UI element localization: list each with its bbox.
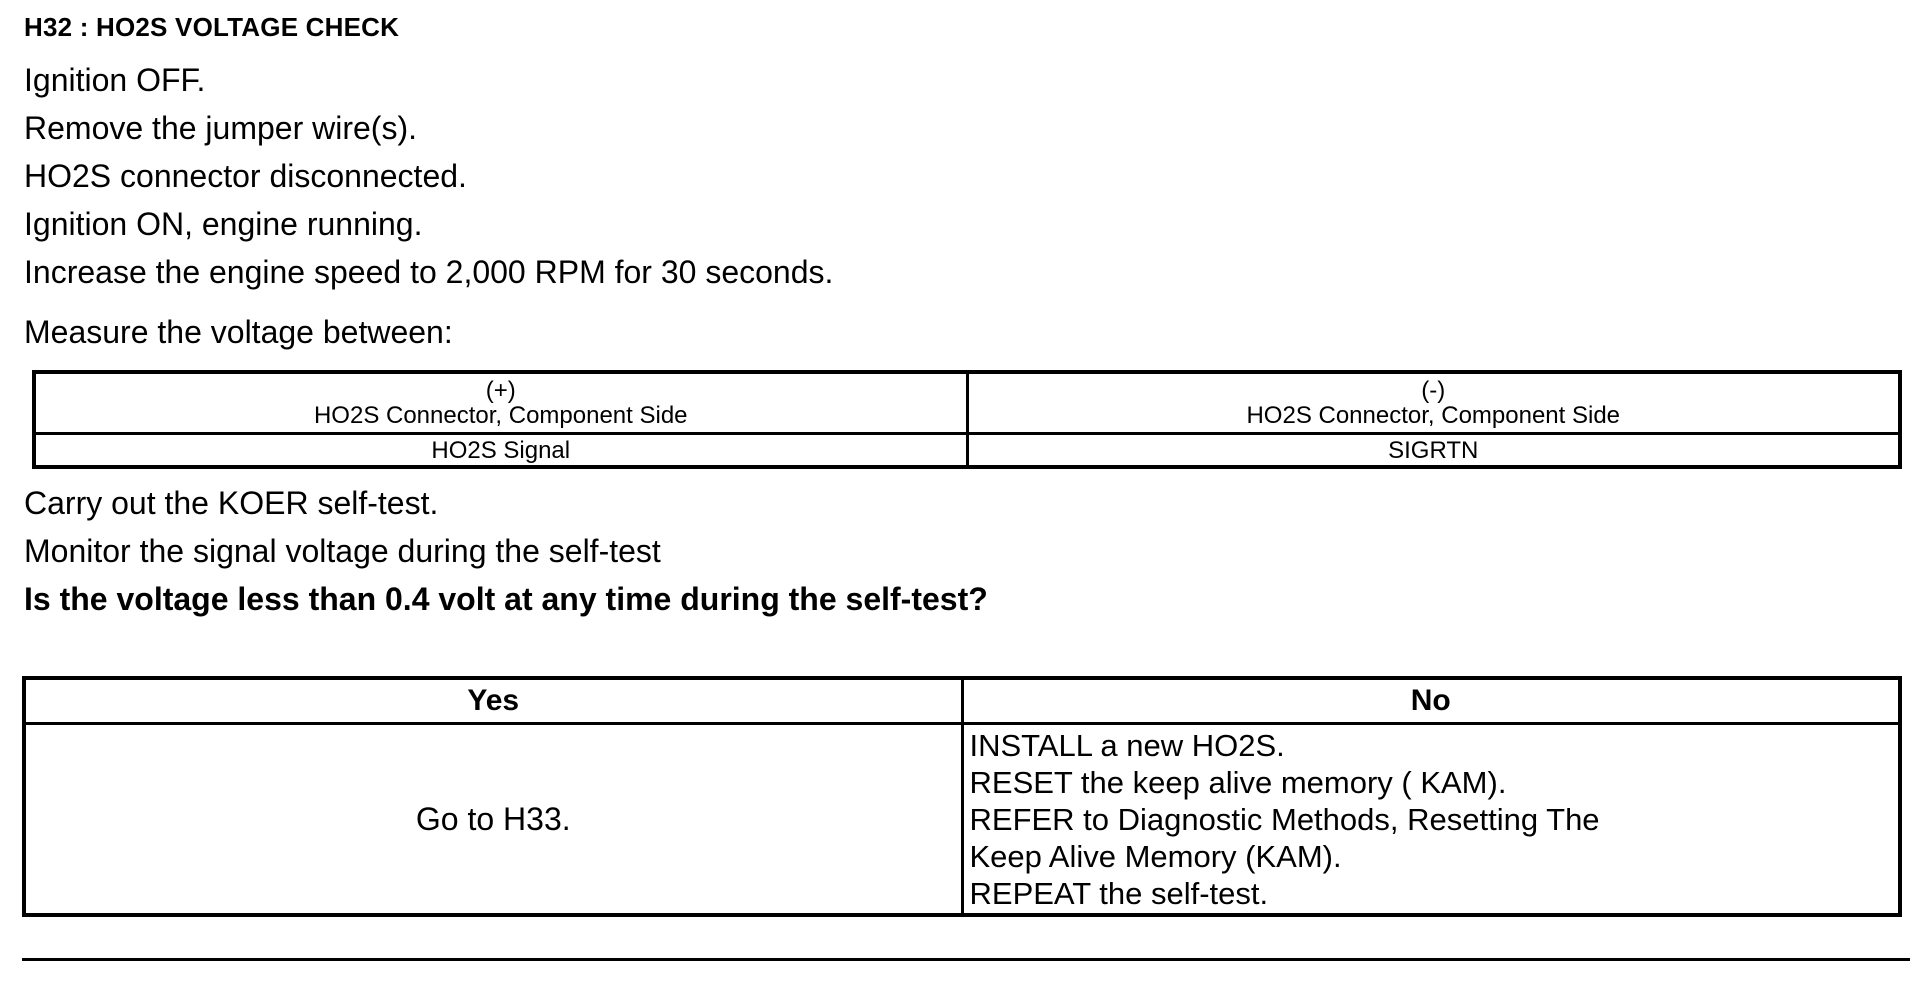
no-action-install: INSTALL a new HO2S. (969, 728, 1285, 763)
positive-header-cell (34, 372, 967, 434)
positive-header: HO2S Connector, Component Side (313, 402, 688, 429)
step-increase-rpm: Increase the engine speed to 2,000 RPM for 30 seconds. (24, 254, 834, 290)
measurement-table (32, 370, 1902, 469)
negative-sign: (-) (1421, 377, 1446, 404)
no-action-refer: REFER to Diagnostic Methods, Resetting The (969, 802, 1600, 837)
step-koer-self-test: Carry out the KOER self-test. (24, 485, 439, 521)
bottom-divider (22, 958, 1910, 961)
positive-value: HO2S Signal (34, 434, 967, 468)
no-action-repeat: REPEAT the self-test. (969, 876, 1269, 911)
negative-value: SIGRTN (967, 434, 1900, 468)
positive-sign: (+) (485, 377, 516, 404)
step-remove-jumper: Remove the jumper wire(s). (24, 110, 417, 146)
yes-header: Yes (24, 678, 962, 724)
step-monitor-voltage: Monitor the signal voltage during the self-test (24, 533, 661, 569)
negative-header-cell (967, 372, 1900, 434)
result-table (22, 676, 1902, 917)
yes-action: Go to H33. (24, 724, 962, 916)
step-ignition-on: Ignition ON, engine running. (24, 206, 423, 242)
negative-header: HO2S Connector, Component Side (1246, 402, 1621, 429)
no-action-refer-cont: Keep Alive Memory (KAM). (969, 839, 1342, 874)
question-text: Is the voltage less than 0.4 volt at any time during the self-test? (24, 581, 988, 617)
step-measure-voltage: Measure the voltage between: (24, 314, 453, 350)
page-title: H32 : HO2S VOLTAGE CHECK (24, 12, 400, 42)
step-ignition-off: Ignition OFF. (24, 62, 206, 98)
step-connector-disconnected: HO2S connector disconnected. (24, 158, 467, 194)
no-actions-cell (962, 724, 1900, 916)
no-action-reset: RESET the keep alive memory ( KAM). (969, 765, 1507, 800)
no-header: No (962, 678, 1900, 724)
